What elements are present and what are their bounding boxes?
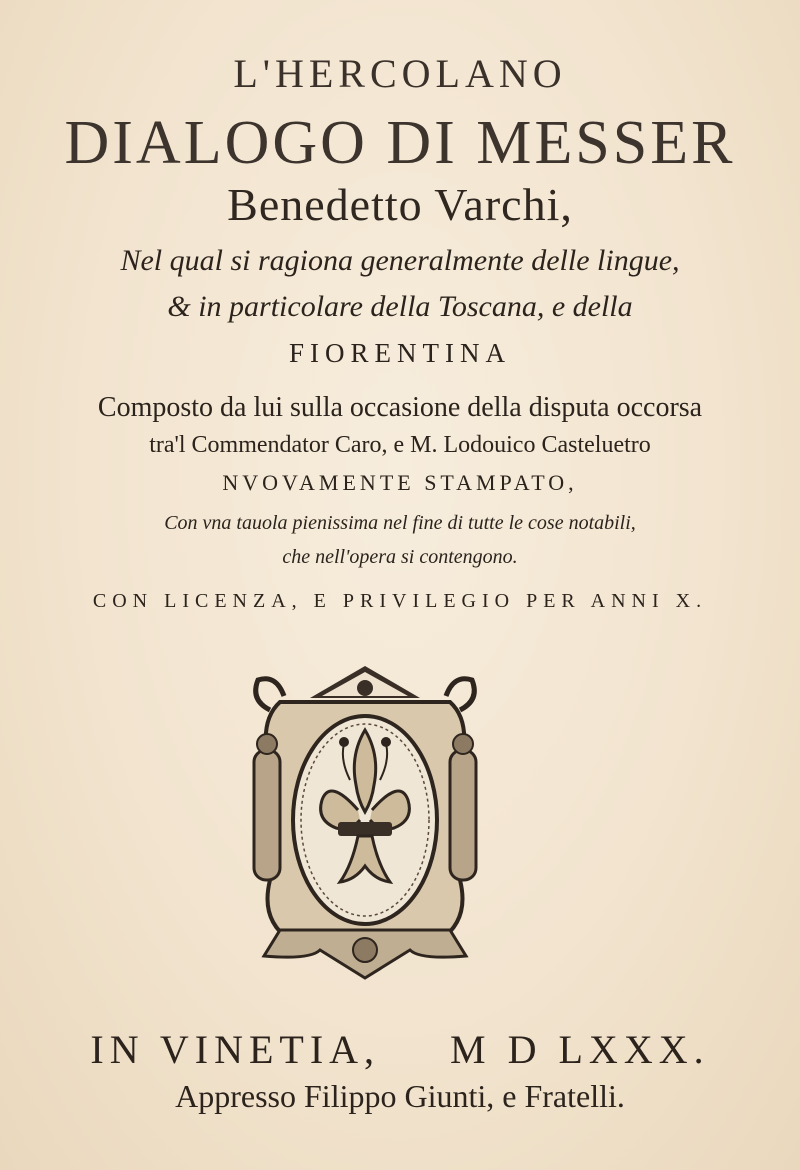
imprint-place: IN VINETIA,: [90, 1027, 381, 1072]
imprint-line: [0, 1026, 800, 1073]
composed-line-1: Composto da lui sulla occasione della disputa occorsa: [97, 392, 703, 423]
tavola-line-1: Con vna tauola pienissima nel fine di tutte le cose notabili,: [164, 512, 636, 534]
nuovamente-stampato: NVOVAMENTE STAMPATO,: [222, 470, 578, 495]
imprint-year: M D LXXX.: [450, 1027, 710, 1072]
licenza-line: CON LICENZA, E PRIVILEGIO PER ANNI X.: [92, 590, 708, 612]
over-title: L'HERCOLANO: [233, 51, 567, 96]
printer-line: Appresso Filippo Giunti, e Fratelli.: [175, 1078, 625, 1114]
tavola-line-2: che nell'opera si contengono.: [282, 546, 518, 568]
subtitle-line-2: & in particolare della Toscana, e della: [167, 290, 633, 323]
subtitle-line-1: Nel qual si ragiona generalmente delle lingue,: [120, 244, 680, 277]
composed-line-2: tra'l Commendator Caro, e M. Lodouico Casteluetro: [149, 432, 651, 458]
author-name: Benedetto Varchi,: [227, 179, 573, 230]
main-title: DIALOGO DI MESSER: [64, 109, 736, 177]
fiorentina-heading: FIORENTINA: [289, 338, 511, 368]
fleur-de-lis-printer-device-icon: [240, 660, 490, 990]
